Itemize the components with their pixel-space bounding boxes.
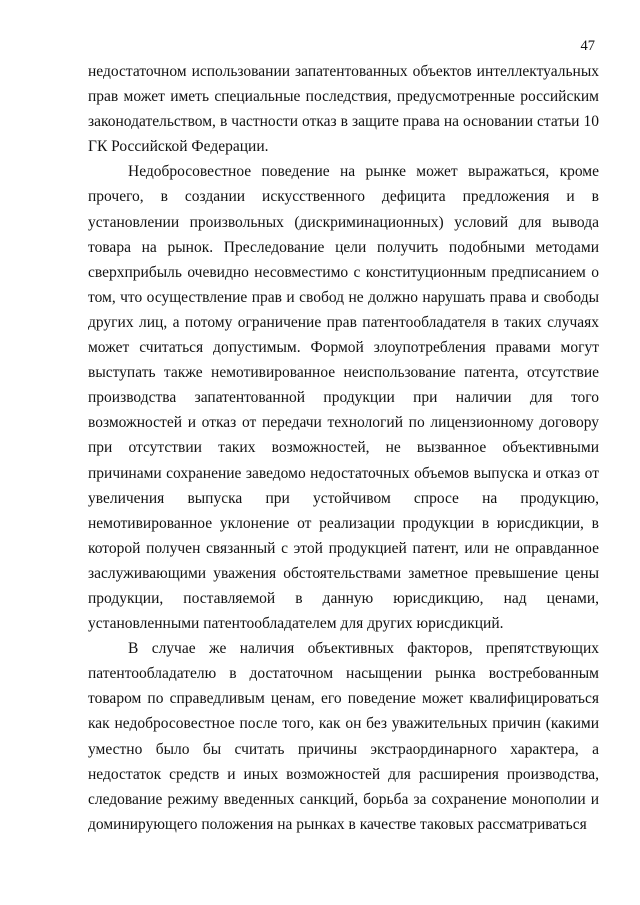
paragraph-1: недостаточном использовании запатентованных объектов интеллектуальных прав может иметь специальные последствия, предусмотренные российским законодательством, в частности отказ в защите права на основании статьи 10 ГК Российской Федерации. (88, 63, 599, 156)
page-number: 47 (580, 38, 595, 54)
body-text (88, 59, 599, 837)
paragraph-2: Недобросовестное поведение на рынке может выражаться, кроме прочего, в создании искусственного дефицита предложения и в установлении произвольных (дискриминационных) условий для вывода товара на рынок. Преследование цели получить подобными методами сверхприбыль очевидно несовместимо с конституционным предписанием о том, что осуществление прав и свобод не должно нарушать права и свободы других лиц, а потому ограничение прав патентообладателя в таких случаях может считаться допустимым. Формой злоупотребления правами могут выступать также немотивированное неиспользование патента, отсутствие производства запатентованной продукции при наличии для того возможностей и отказ от передачи технологий по лицензионному договору при отсутствии таких возможностей, не вызванное объективными причинами сохранение заведомо недостаточных объемов выпуска и отказ от увеличения выпуска при устойчивом спросе на продукцию, немотивированное уклонение от реализации продукции в юрисдикции, в которой получен связанный с этой продукцией патент, или не оправданное заслуживающими уважения обстоятельствами заметное превышение цены продукции, поставляемой в данную юрисдикцию, над ценами, установленными патентообладателем для других юрисдикций. (88, 163, 599, 633)
paragraph-3: В случае же наличия объективных факторов, препятствующих патентообладателю в достаточном насыщении рынка востребованным товаром по справедливым ценам, его поведение может квалифицироваться как недобросовестное после того, как он без уважительных причин (какими уместно было бы считать причины экстраординарного характера, а недостаток средств и иных возможностей для расширения производства, следование режиму введенных санкций, борьба за сохранение монополии и доминирующего положения на рынках в качестве таковых рассматриваться (88, 640, 599, 833)
